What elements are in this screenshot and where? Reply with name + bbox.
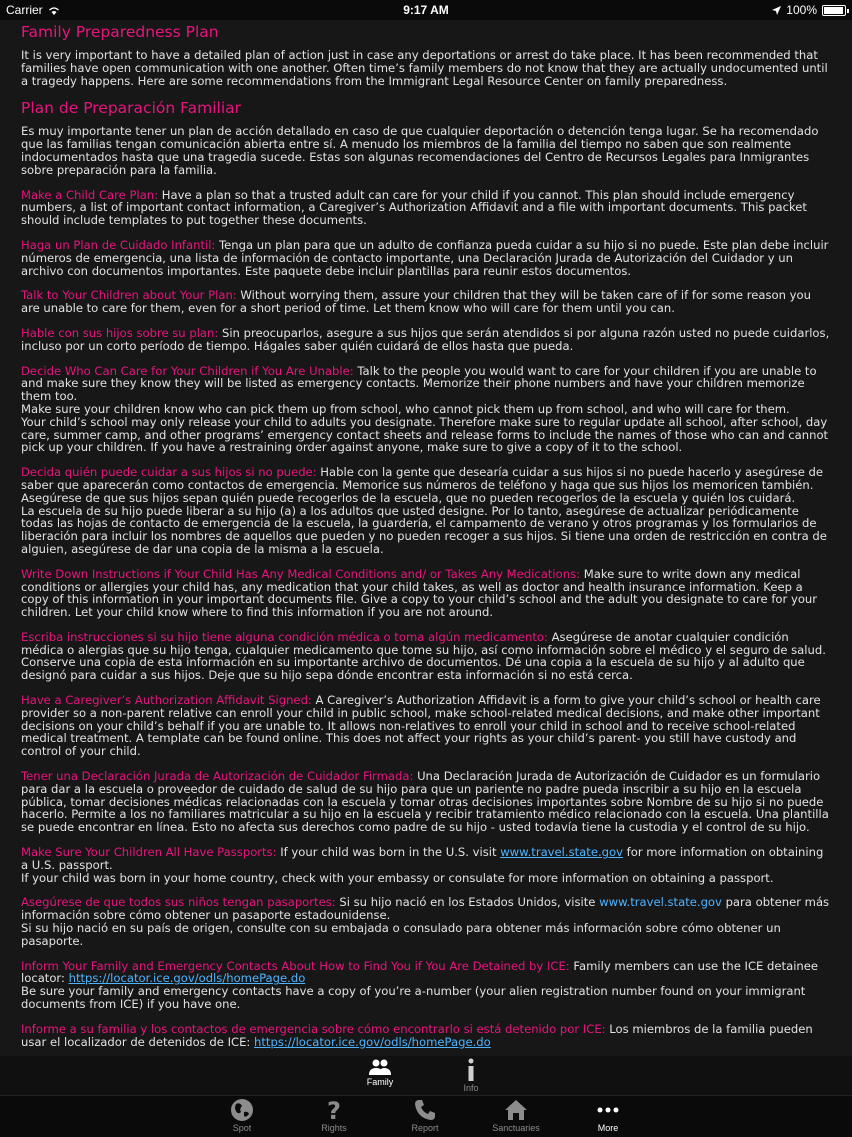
subtab-family[interactable] (350, 1058, 410, 1087)
family-icon (367, 1058, 393, 1076)
paragraph-body: Family members can use the ICE detainee locator: (21, 958, 819, 986)
paragraph-heading: Tener una Declaración Jurada de Autorización de Cuidador Firmada: (21, 769, 414, 784)
paragraph-heading: Make Sure Your Children All Have Passports: (21, 845, 277, 860)
paragraph-body: Have a plan so that a trusted adult can care for your child if you cannot. This plan should include emergency numbers, a list of important contact information, a Caregiver’s Authorization Affidavit and a file with important documents. This packet should include templates to put together these documents. (21, 187, 807, 228)
paragraph-heading: Informe a su familia y los contactos de emergencia sobre cómo encontrarlo si está detenido por ICE: (21, 1021, 606, 1036)
question-icon (322, 1098, 346, 1122)
article-paragraph (21, 239, 831, 277)
location-icon (772, 6, 781, 15)
paragraph-body: Tenga un plan para que un adulto de confianza pueda cuidar a su hijo si no puede. Este plan debe incluir números de emergencia, una lista de información de contacto importante, una Declaración Jurada de Autorización del Cuidador y un archivo con documentos importantes. Este paquete debe incluir plantillas para reunir estos documentos. (21, 237, 829, 278)
paragraph-heading: Decide Who Can Care for Your Children if You Are Unable: (21, 363, 354, 378)
article-paragraph (21, 846, 831, 884)
paragraph-body: Make sure your children know who can pick them up from school, who cannot pick them up from school, and who will care for them. (21, 401, 790, 416)
paragraph-body: La escuela de su hijo puede liberar a su hijo (a) a los adultos que usted designe. Por lo tanto, asegúrese de actualizar periódicamente todas las hojas de contacto de emergencia de la escuela, la guardería, el campamento de verano y otros programas y los formularios de liberación para incluir los nombres de aquellos que pueden y no pueden recoger a sus hijos. Si tiene una orden de restricción en contra de alguien, asegúrese de dar una copia de la misma a la escuela. (21, 503, 827, 556)
tab-rights[interactable] (299, 1098, 369, 1133)
status-bar (0, 0, 852, 20)
tab-more[interactable] (573, 1098, 643, 1133)
article-paragraph (21, 327, 831, 353)
paragraph-body: Talk to the people you would want to care for your children if you are unable to and make sure they know they will be listed as emergency contacts. Memorize their phone numbers and have your children memorize them too. (21, 363, 817, 404)
paragraph-link[interactable]: https://locator.ice.gov/odls/homePage.do (68, 971, 306, 986)
paragraph-body: Be sure your family and emergency contacts have a copy of you’re a-number (your alien registration number found on your immigrant documents from ICE) if you have one. (21, 984, 806, 1012)
carrier-label: Carrier (6, 3, 43, 17)
phone-icon (413, 1098, 437, 1122)
article-paragraph (21, 365, 831, 455)
tab-sanctuaries[interactable] (481, 1098, 551, 1133)
paragraph-body: A Caregiver’s Authorization Affidavit is a form to give your child’s school or health care provider so a non-parent relative can enroll your child in public school, make school-related medical decisions, and make other important decisions on your child’s behalf if you are unable to. It allows non-relatives to enroll your child in school and to receive school-related medical treatment. A template can be found online. This does not affect your rights as your child’s parent- you still have custody and control of your child. (21, 693, 821, 759)
article-paragraph (21, 694, 831, 758)
paragraph-heading: Decida quién puede cuidar a sus hijos si no puede: (21, 465, 317, 480)
paragraph-body: for more information on obtaining a U.S. passport. (21, 845, 824, 872)
paragraph-body: para obtener más información sobre cómo obtener un pasaporte estadounidense. (21, 895, 830, 923)
tab-report[interactable] (390, 1098, 460, 1133)
svg-text:?: ? (327, 1098, 341, 1122)
paragraph-body: Asegúrese de que sus hijos sepan quién puede recogerlos de la escuela, que no pueden recogerlos de la escuela y quién los cuidará. (21, 490, 796, 505)
paragraph-link[interactable]: https://locator.ice.gov/odls/homePage.do (254, 1034, 491, 1049)
house-icon (504, 1098, 528, 1122)
paragraph-heading: Hable con sus hijos sobre su plan: (21, 325, 219, 340)
info-icon (464, 1058, 478, 1082)
paragraph-heading: Haga un Plan de Cuidado Infantil: (21, 237, 216, 252)
paragraph-heading: Write Down Instructions if Your Child Has Any Medical Conditions and/ or Takes Any Medications: (21, 566, 581, 581)
paragraph-heading: Make a Child Care Plan: (21, 187, 159, 202)
tab-rights-label: Rights (321, 1123, 347, 1133)
tab-spot[interactable] (207, 1098, 277, 1133)
article-paragraph (21, 289, 831, 315)
paragraph-body: Es muy importante tener un plan de acción detallado en caso de que cualquier deportación o detención tenga lugar. Se ha recomendado que las familias tengan comunicación abierta entre sí. A menudo los miembros de la familia del tiempo no saben que son realmente indocumentados hasta que una tragedia sucede. Estas son algunas recomendaciones del Centro de Recursos Legales para Inmigrantes sobre preparación para la familia. (21, 124, 819, 177)
tab-more-label: More (597, 1123, 619, 1133)
paragraph-heading: Asegúrese de que todos sus niños tengan pasaportes: (21, 895, 336, 910)
paragraph-body: Hable con la gente que desearía cuidar a sus hijos si no puede hacerlo y asegúrese de saber que aparecerán como contactos de emergencia. Memorice sus números de teléfono y haga que sus hijos los memoricen también. (21, 465, 824, 492)
article-paragraph (21, 960, 831, 1011)
article-paragraph (21, 770, 831, 834)
subtab-info-label: Info (463, 1083, 479, 1093)
article-paragraph (21, 466, 831, 556)
paragraph-heading: Escriba instrucciones si su hijo tiene alguna condición médica o toma algún medicamento: (21, 629, 548, 644)
article-paragraph (21, 568, 831, 619)
section-heading: Plan de Preparación Familiar (21, 99, 241, 118)
article-paragraph (21, 1023, 831, 1049)
paragraph-body: If your child was born in the U.S. visit (276, 845, 501, 860)
paragraph-link[interactable]: www.travel.state.gov (599, 895, 722, 910)
paragraph-body: Los miembros de la familia pueden usar el localizador de detenidos de ICE: (21, 1021, 813, 1049)
battery-percent: 100% (786, 3, 817, 17)
paragraph-heading: Inform Your Family and Emergency Contacts About How to Find You if You Are Detained by ICE: (21, 958, 570, 973)
paragraph-heading: Talk to Your Children about Your Plan: (21, 288, 237, 303)
paragraph-link[interactable]: www.travel.state.gov (500, 845, 623, 860)
paragraph-body: Una Declaración Jurada de Autorización de Cuidador es un formulario para dar a la escuela o proveedor de cuidado de salud de su hijo para que un pariente no padre pueda inscribir a su hijo en la escuela pública, tomar decisiones médicas relacionadas con la escuela y tomar otras decisiones importantes sobre Nombre de su hijo si no puede hacerlo. Permite a los no familiares matricular a su hijo en la escuela y recibir tratamiento médico relacionado con la escuela. Una plantilla se puede encontrar en línea. Esto no afecta sus derechos como padre de su hijo - usted todavía tiene la custodia y el control de su hijo. (21, 769, 829, 835)
paragraph-body: It is very important to have a detailed plan of action just in case any deportations or arrest do take place. It has been recommended that families have open communication with one another. Often time’s family members do not know that they are actually undocumented until a tragedy happens. Here are some recommendations from the Immigrant Legal Resource Center on family preparedness. (21, 48, 828, 88)
content-scroll[interactable] (0, 20, 852, 1056)
battery-icon (822, 5, 846, 16)
paragraph-body: Without worrying them, assure your children that they will be taken care of if for some reason you are unable to care for them, even for a short period of time. Let them know who will care for them until you can. (21, 288, 811, 316)
paragraph-body: Asegúrese de anotar cualquier condición médica o alergias que su hijo tenga, cualquier medicamento que tome su hijo, así como información sobre el médico y el seguro de salud. Conserve una copia de esta información en su importante archivo de documentos. Dé una copia a la escuela de su hijo y al adulto que designó para cuidar a sus hijos. Deje que su hijo sepa dónde encontrar esta información si no está cerca. (21, 629, 826, 683)
paragraph-heading: Have a Caregiver’s Authorization Affidavit Signed: (21, 693, 312, 708)
article-paragraph (21, 189, 831, 227)
tab-sanctuaries-label: Sanctuaries (492, 1123, 540, 1133)
paragraph-body: Si su hijo nació en su país de origen, consulte con su embajada o consulado para obtener más información sobre cómo obtener un pasaporte. (21, 921, 781, 948)
tab-report-label: Report (411, 1123, 439, 1133)
paragraph-body: Your child’s school may only release your child to adults you designate. Therefore make sure to regular update all school, after school, day care, summer camp, and other programs’ emergency contact sheets and release forms to include the names of those who can and cannot pick up your children. If you have a restraining order against anyone, make sure to give a copy of it to the school. (21, 414, 829, 455)
paragraph-body: Si su hijo nació en los Estados Unidos, visite (335, 895, 600, 910)
subtab-family-label: Family (366, 1077, 394, 1087)
article-paragraph (21, 125, 831, 176)
more-icon (596, 1098, 620, 1122)
status-time: 9:17 AM (403, 3, 449, 17)
paragraph-body: Sin preocuparlos, asegure a sus hijos que serán atendidos si por alguna razón usted no puede cuidarlos, incluso por un corto período de tiempo. Hágales saber quién cuidará de ellos hasta que pueda. (21, 325, 830, 353)
tab-bar (0, 1095, 852, 1137)
article-paragraph (21, 896, 831, 947)
globe-icon (230, 1098, 254, 1122)
section-heading: Family Preparedness Plan (21, 23, 219, 41)
article-paragraph (21, 631, 831, 682)
subtab-info[interactable] (441, 1058, 501, 1093)
article-paragraph (21, 49, 831, 87)
section-tabs (0, 1056, 852, 1095)
article (0, 23, 852, 1048)
tab-spot-label: Spot (232, 1123, 252, 1133)
paragraph-body: If your child was born in your home country, check with your embassy or consulate for more information on obtaining a passport. (21, 870, 774, 885)
paragraph-body: Make sure to write down any medical conditions or allergies your child has, any medication that your child takes, as well as doctor and health insurance information. Keep a copy of this information in your important documents file. Give a copy to your child’s school and the adult you designate to care for your children. Let your child know where to find this information if you are not around. (21, 566, 818, 620)
